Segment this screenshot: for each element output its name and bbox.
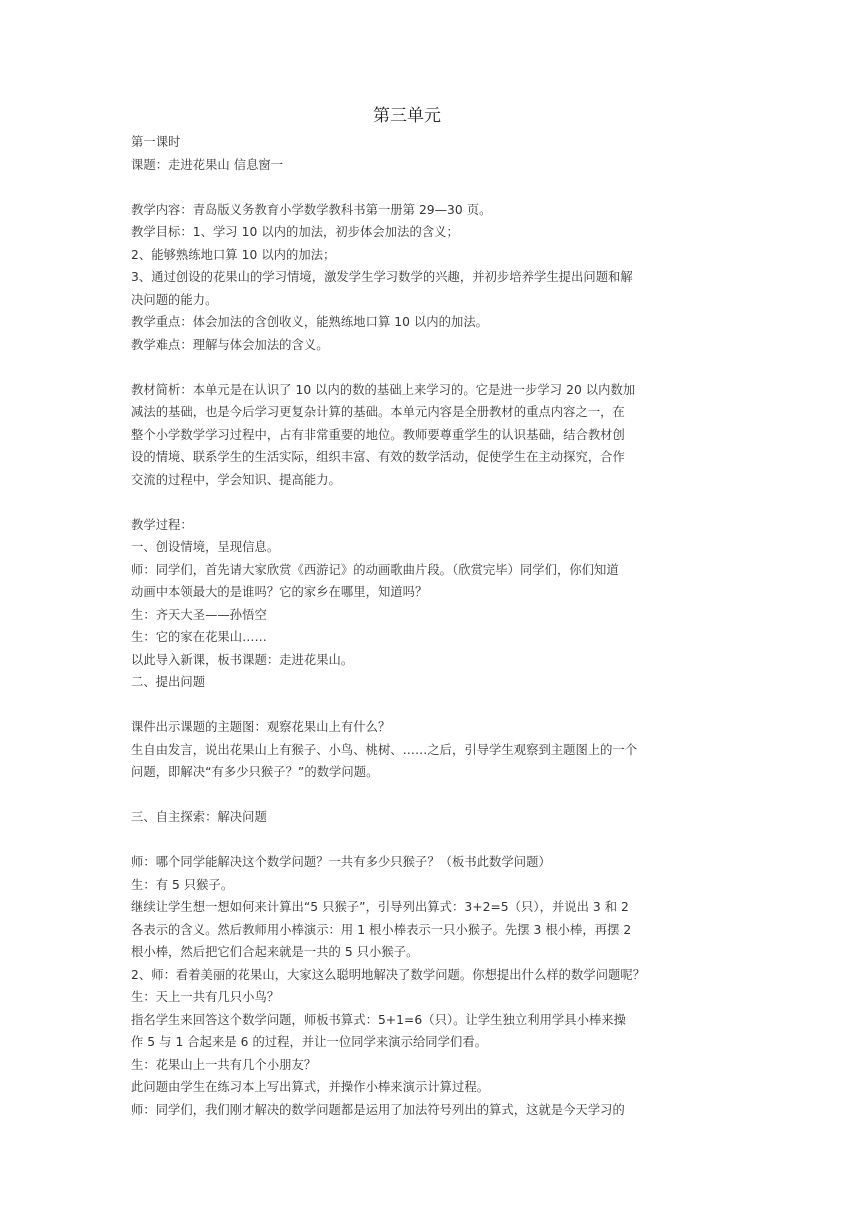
text-line: 三、自主探索：解决问题 [131, 810, 267, 824]
text-line: 第一课时 [131, 135, 181, 149]
text-line: 3、通过创设的花果山的学习情境，激发学生学习数学的兴趣，并初步培养学生提出问题和解 [131, 270, 633, 284]
text-line: 2、师：看着美丽的花果山，大家这么聪明地解决了数学问题。你想提出什么样的数学问题呢？ [131, 967, 646, 982]
text-line: 作 5 与 1 合起来是 6 的过程，并让一位同学来演示给同学们看。 [131, 1035, 488, 1049]
document-title: 第三单元 [373, 106, 441, 126]
text-line: 教学内容：青岛版义务教育小学数学教科书第一册第 29—30 页。 [131, 202, 492, 217]
text-line: 课件出示课题的主题图：观察花果山上有什么？ [131, 720, 391, 734]
text-line: 根小棒，然后把它们合起来就是一共的 5 只小猴子。 [131, 945, 419, 959]
text-line: 教学难点：理解与体会加法的含义。 [131, 337, 329, 352]
text-line: 二、提出问题 [131, 675, 206, 689]
text-line: 动画中本领最大的是谁吗？它的家乡在哪里，知道吗？ [131, 585, 428, 599]
text-line: 减法的基础，也是今后学习更复杂计算的基础。本单元内容是全册教材的重点内容之一，在 [131, 405, 625, 419]
text-line: 生：有 5 只猴子。 [131, 877, 234, 892]
text-line: 生自由发言，说出花果山上有猴子、小鸟、桃树、……之后，引导学生观察到主题图上的一个 [131, 742, 638, 757]
text-line: 师：同学们，我们刚才解决的数学问题都是运用了加法符号列出的算式，这就是今天学习的 [131, 1102, 625, 1117]
text-line: 整个小学数学学习过程中，占有非常重要的地位。教师要尊重学生的认识基础，结合教材创 [131, 427, 625, 442]
text-line: 指名学生来回答这个数学问题，师板书算式：5+1=6（只）。让学生独立利用学具小棒来操 [131, 1012, 627, 1027]
text-line: 交流的过程中，学会知识、提高能力。 [131, 472, 341, 487]
document-page [131, 104, 661, 1121]
text-line: 生：天上一共有几只小鸟？ [131, 990, 280, 1004]
blank-line [131, 784, 661, 807]
blank-line [131, 176, 661, 199]
text-line: 决问题的能力。 [131, 292, 218, 307]
text-line: 教学过程： [131, 517, 193, 532]
blank-line [131, 694, 661, 717]
text-line: 继续让学生想一想如何来计算出“5 只猴子”，引导列出算式：3+2=5（只），并说出 3 和 2 [131, 900, 629, 914]
text-line: 课题：走进花果山 信息窗一 [131, 157, 284, 172]
text-line: 生：齐天大圣——孙悟空 [131, 607, 267, 622]
text-line: 教材简析：本单元是在认识了 10 以内的数的基础上来学习的。它是进一步学习 20 以内数加 [131, 382, 636, 397]
text-line: 此问题由学生在练习本上写出算式，并操作小棒来演示计算过程。 [131, 1080, 490, 1094]
text-line: 设的情境、联系学生的生活实际，组织丰富、有效的数学活动，促使学生在主动探究，合作 [131, 450, 625, 464]
blank-line [131, 829, 661, 852]
text-line: 各表示的含义。然后教师用小棒演示：用 1 根小棒表示一只小猴子。先摆 3 根小棒，再摆 2 [131, 922, 632, 937]
text-line: 生：花果山上一共有几个小朋友？ [131, 1057, 317, 1072]
text-line: 以此导入新课，板书课题：走进花果山。 [131, 652, 354, 667]
text-line: 生：它的家在花果山…… [131, 630, 267, 644]
text-line: 教学重点：体会加法的含创收义，能熟练地口算 10 以内的加法。 [131, 315, 489, 329]
blank-line [131, 356, 661, 379]
text-line: 问题，即解决“有多少只猴子？”的数学问题。 [131, 765, 379, 779]
text-line: 一、创设情境，呈现信息。 [131, 540, 280, 554]
text-line: 师：哪个同学能解决这个数学问题？一共有多少只猴子？（板书此数学问题） [131, 855, 551, 869]
text-line: 教学目标：1、学习 10 以内的加法，初步体会加法的含义； [131, 225, 459, 239]
document-body [131, 131, 661, 1121]
blank-line [131, 491, 661, 514]
text-line: 2、能够熟练地口算 10 以内的加法； [131, 247, 336, 262]
text-line: 师：同学们，首先请大家欣赏《西游记》的动画歌曲片段。（欣赏完毕）同学们，你们知道 [131, 562, 619, 577]
